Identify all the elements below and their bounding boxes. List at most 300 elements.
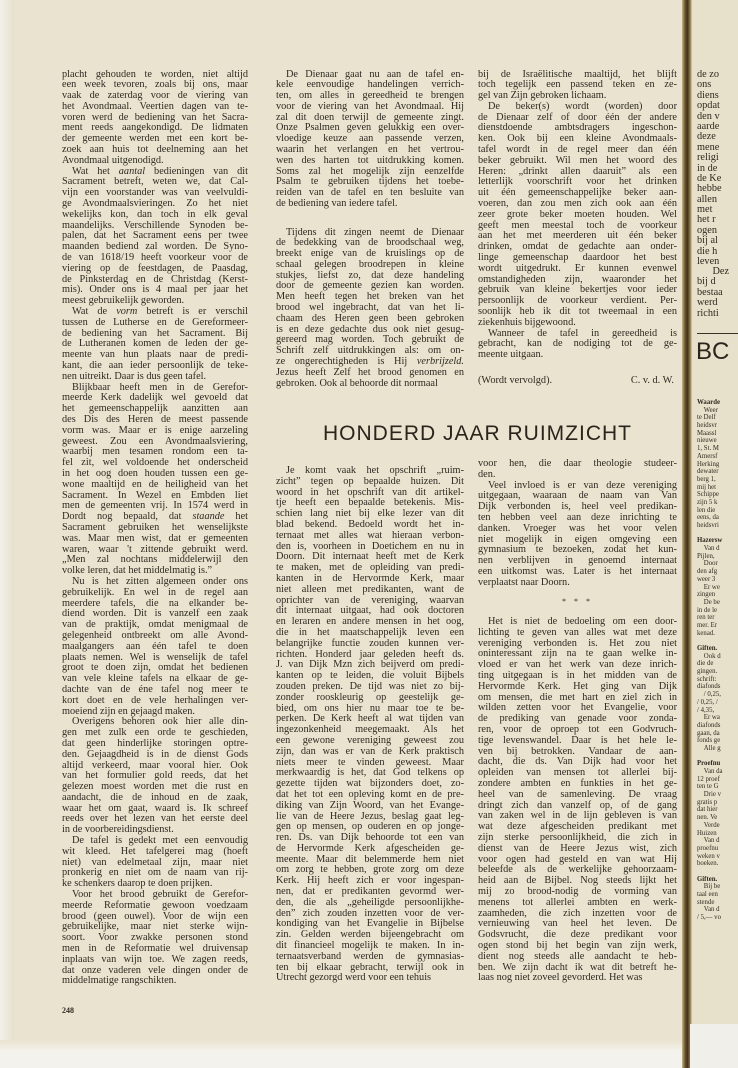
text-line: de Dienaar zelf of door één der andere (478, 111, 677, 123)
text-line: ken. Ook bij een kleine Avondmaals- (478, 133, 677, 145)
text-line: kenad. (697, 629, 715, 637)
text-line: meerde Reformatie gewoon voedzaam (62, 899, 248, 911)
column-2-top-paragraph-1 (276, 70, 464, 210)
article-headline: HONDERD JAAR RUIMZICHT (323, 422, 632, 445)
text-line: mij het (697, 483, 717, 491)
text-line: perken. De Kerk heeft al wat tijden van (276, 713, 464, 725)
text-line: waren, waar 't zittende gebruikt werd. (62, 543, 248, 555)
text-line: tafel wordt in de regel meer dan één (478, 144, 677, 156)
right-page-column-a (697, 70, 722, 267)
text-line: diens (697, 89, 719, 101)
text-line: schien lang niet bij elke lezer van dit (276, 508, 464, 520)
text-line: bied, om ons hier nu maar toe te be- (276, 702, 464, 714)
text-line: geeft men meestal toch de voorkeur (478, 219, 677, 231)
text-line: Sacrament gebruiken het wenselijkste (62, 521, 248, 533)
text-line: dat hier (697, 806, 718, 814)
text-line: beleefde als de werkelijke gehoorzaam- (478, 864, 677, 876)
paragraph (276, 70, 464, 210)
text-line: Wat het aantal bedieningen van dit (72, 165, 248, 177)
text-line: Doorn. Dit internaat heeft met de Kerk (276, 551, 464, 563)
text-line: dit internaat uitgaat, had ook doctoren (276, 605, 464, 617)
text-line: richti (697, 307, 719, 319)
text-line: in de voorbereidingsdienst. (62, 824, 174, 836)
right-page-heading: BC (696, 338, 730, 365)
text-line: Heren: „drinkt allen daaruit” als een (478, 165, 677, 177)
text-line: Nu is het zitten algemeen onder ons (72, 575, 248, 587)
text-line: niets meer te vinden geweest. Maar (276, 756, 464, 768)
text-line: heid aan de Bijbel. Nog steeds lijkt het (478, 875, 677, 887)
right-page-bottom-edge (690, 1024, 738, 1068)
article-column-1 (276, 466, 464, 984)
book-gutter (682, 0, 692, 1068)
text-line: gingen. (697, 668, 718, 676)
text-line: maanden bediend zal worden. De Syno- (62, 241, 248, 253)
text-line: de Ke (697, 172, 722, 184)
text-line: ge Avondmaalsvieringen. Zo het niet (62, 198, 248, 210)
text-line: ren. Ds. van Dijk behoorde tot een van (276, 832, 464, 844)
text-line: den v (697, 110, 720, 122)
text-line: Van d (697, 545, 720, 553)
text-line: ren, voor de oproep tot een Godvruch- (478, 723, 677, 735)
text-line: gebruik van kleine bekertjes voor ieder (478, 284, 677, 296)
text-line: men in de Reformatie wel druivensap (62, 943, 248, 955)
text-line: der gemeente werden met een kort be- (62, 133, 248, 145)
text-line: dient nog steeds alle aandacht te heb- (478, 950, 677, 962)
text-line: Door (697, 560, 718, 568)
section-separator: * * * (562, 597, 593, 606)
text-line: taal een (697, 891, 718, 898)
text-line: aandacht, die de inhoud en de zaak, (62, 791, 248, 803)
text-line: heel van de samenleving. De vraag (478, 788, 677, 800)
text-line: dringt zich dan vanzelf op, of de gang (478, 799, 677, 811)
text-line: meerde Kerk dadelijk wel gevoeld dat (62, 392, 248, 404)
text-line: Er wa (697, 714, 720, 722)
text-line: ingezonkenheid meegemaakt. Als het (276, 724, 464, 736)
text-line: met (697, 204, 713, 216)
text-line: werd (697, 297, 718, 309)
text-line: dacht, die ds. Van Dijk had voor het (478, 756, 677, 768)
text-line: / 0,25, (697, 691, 721, 699)
article-column-2-bottom (478, 617, 677, 984)
text-line: diafonds (697, 683, 721, 691)
text-line: Er we (697, 583, 720, 591)
text-line: voeren, dan zou men zich ook aan één (478, 198, 677, 210)
text-line: den” zich zouden inzetten voor de ver- (276, 907, 464, 919)
text-line: tje heeft een bepaalde betekenis. Mis- (276, 497, 464, 509)
text-line: de Hervormde Kerk afgescheiden ge- (276, 842, 464, 854)
text-line: Soms zal het mogelijk zijn eenzelfde (276, 165, 464, 177)
text-line: persoonlijk de voorkeur verdient. Per- (478, 295, 677, 307)
text-line: plaats nemen. Wel is wenselijk de tafel (62, 651, 248, 663)
page-left-edge (0, 0, 14, 1068)
text-line: Dordt nog bepaald, dat staande het (62, 511, 249, 523)
text-line: moeiend zijn en gejaagd maken. (62, 705, 195, 717)
text-line: Voor het brood gebruikt de Gerefor- (72, 889, 248, 901)
text-line: maalgangers aan één tafel te doen (62, 640, 248, 652)
text-line: diafonds (697, 721, 721, 729)
text-line: Giften. (697, 875, 718, 883)
text-line: den. Gejaagdheid is in de dienst Gods (62, 748, 248, 760)
text-line: altijd verkeerd, maar vooral hier. Ook (62, 759, 248, 771)
text-line: ze ongerechtigheden is Hij verbrijzeld. (276, 356, 464, 368)
text-line: Avondmaal uitgenodigd. (62, 154, 164, 166)
text-line: het gemeenschappelijk aanzitten aan (62, 403, 248, 415)
text-line: nen verblijven in genoemd internaat (478, 555, 677, 567)
text-line: kant, die aan ieder persoonlijk de teke- (62, 360, 248, 372)
text-line: palen, dat het Sacrament eens per twee (62, 230, 248, 242)
paragraph (276, 466, 464, 984)
text-line: Men heeft tegen het breken van het (276, 291, 464, 303)
text-line: woord in het opschrift van dit artikel- (276, 486, 464, 498)
text-line: / 4,35, (697, 706, 715, 714)
text-line: kanten op te leiden, die voluit Bijbels (276, 670, 464, 682)
text-line: schrift: (697, 675, 717, 683)
text-line: ons (697, 79, 712, 91)
text-line: oprichter van de vereniging, waarvan (276, 594, 464, 606)
text-line: de bedekking van de broodschaal weg, (276, 237, 464, 249)
text-line: de prediking van genade voor zonda- (478, 713, 677, 725)
text-line: zijn sterke persoonlijkheid, die zich in (478, 831, 677, 843)
text-line: weer 3 (697, 575, 716, 583)
text-line: de Pinksterdag en de Christdag (Kerst- (62, 273, 248, 285)
text-line: placht gehouden te worden, niet altijd (62, 68, 248, 80)
text-line: ten te G (697, 783, 719, 791)
text-line: bij al (697, 235, 718, 247)
text-line: Van da (697, 768, 723, 775)
text-line: den is, voorheen in Doetichem en nu in (276, 540, 464, 552)
text-line: meente uitgaan. (478, 349, 544, 361)
text-line: mer. Er (697, 621, 718, 629)
text-line: „Men zal nochtans middelerwijl den (62, 554, 248, 566)
text-line: stende (697, 898, 715, 906)
right-page-notices (697, 399, 722, 922)
text-line: voor ogen had gesteld en van wat Hij (478, 853, 677, 865)
text-line: weken v (697, 852, 720, 860)
text-line: de Lutheranen komen de leden der ge- (62, 338, 248, 350)
text-line: belangrijke functie zouden kunnen ver- (276, 637, 464, 649)
text-line: tussen de Lutherse en de Gereformeer- (62, 316, 248, 328)
text-line: gezette tijden wat bijzonders doet, zo- (276, 778, 464, 790)
text-line: dienstdoende ambtsdragers ingeschon- (478, 122, 677, 134)
right-page-clipped (692, 0, 738, 1024)
text-line: volke leren, dat het middelmatig is.” (62, 565, 213, 577)
text-line: Godsvrucht, die deze predikant voor (478, 929, 677, 941)
text-line: van vele kleine tafels na elkaar de ge- (62, 673, 248, 685)
text-line: dat geen hinderlijke storingen optre- (62, 737, 248, 749)
text-line: Drie v (697, 791, 721, 799)
text-line: Utrecht gezorgd werd voor een tehuis (276, 972, 432, 984)
text-line: wen des harten tot uitdrukking komen. (276, 154, 464, 166)
text-line: aan het met meerderen uit één beker (478, 230, 677, 242)
text-line: soonlijk heb ik dit tot tweemaal in een (478, 306, 677, 318)
text-line: allen (697, 193, 718, 205)
text-line: Waarde (697, 399, 721, 406)
text-line: ternaatsverband werden de gymnasias- (276, 950, 464, 962)
divider-rule (697, 333, 738, 334)
text-line (697, 637, 722, 645)
text-line: voren werd de bediening van het Sacra- (62, 111, 248, 123)
text-line: groot te doen zijn, omdat het bedienen (62, 662, 248, 674)
text-line: geweest. Zou een Avondmaalsviering, (62, 435, 248, 447)
text-line: brood wel ingebracht, dat van het li- (276, 302, 464, 314)
text-line: heidsvr (697, 422, 718, 430)
text-line: voor hen, die daar theologie studeer- (478, 458, 677, 469)
text-line: bij de Israëlitische maaltijd, het blijft (478, 68, 677, 80)
text-line: / 5,— vo (697, 914, 721, 922)
text-line: / 0,25, / (697, 698, 718, 706)
text-line: eens, da (697, 514, 719, 522)
text-line: opdat (697, 100, 720, 112)
text-line: De Dienaar gaat nu aan de tafel en- (286, 68, 464, 80)
text-line: mij zo brood-nodig de vorming van (478, 885, 677, 897)
text-line: in de le (697, 606, 718, 614)
text-line: lichting te geven van alles wat met deze (478, 626, 677, 638)
text-line: Bij be (697, 883, 721, 891)
text-line: om mensen, die met hart en ziel zich in (478, 691, 677, 703)
paragraph (62, 836, 248, 890)
text-line: nen uitreikt. Daar is dus geen tafel. (62, 370, 207, 382)
text-line: Je komt vaak het opschrift „ruim- (286, 465, 464, 476)
text-line: zijn, dan was er van de Kerk praktisch (276, 745, 464, 757)
column-2-top-paragraph-2 (276, 228, 464, 390)
text-line: is en deze gedachte dus ook niet gesug- (276, 323, 464, 335)
text-line: van zaken wel in de lijn gebleven is van (478, 810, 677, 822)
text-line: Blijkbaar heeft men in de Gerefor- (72, 381, 248, 393)
text-line: voor de viering van het Avondmaal. Hij (276, 100, 464, 112)
text-line: kele eenvoudige handelingen verrich- (276, 79, 464, 91)
text-line: Van d (697, 837, 720, 845)
text-line: beker gebruikt. Wil men het woord des (478, 154, 677, 166)
text-line: verplaatst naar Doorn. (478, 576, 570, 588)
text-line: Schrift zelf uitdrukkingen als: om on- (276, 345, 464, 357)
text-line: Dez (697, 266, 730, 277)
text-line: dachte van de éne tafel nog meer te (62, 683, 248, 695)
text-line: opleiden van mensen tot allerlei bij- (478, 767, 677, 779)
text-line: ogen (697, 224, 718, 236)
paragraph (478, 102, 677, 329)
text-line: Overigens behoren ook hier alle din- (72, 716, 248, 728)
text-line: 12 proef (697, 775, 720, 783)
text-line: meest gebruikelijk geworden. (62, 295, 185, 307)
paragraph (62, 383, 248, 577)
paragraph (62, 890, 248, 987)
text-line: meente van hun plaats naar de predi- (62, 349, 248, 361)
text-line: Wanneer de tafel in gereedheid is (488, 327, 677, 339)
text-line: fel zit, wel voldoende het onderscheid (62, 457, 248, 469)
text-line: een gewone vereniging geweest zou (276, 734, 464, 746)
text-line: des Dis des Heren de meest passende (62, 414, 248, 425)
text-line: ment reeds aangekondigd. De lidmaten (62, 122, 248, 134)
text-line: stukjes, liefst zo, dat deze handeling (276, 269, 464, 281)
text-line: ren ter (697, 614, 715, 622)
text-line: niet) van edelmetaal zijn, maar niet (62, 856, 248, 868)
text-line: letterlijk voorschrift voor het drinken (478, 176, 677, 188)
text-line: maandelijks. Verschillende Synoden be- (62, 219, 248, 231)
text-line: het Avondmaal. Veertien dagen van te- (62, 100, 248, 112)
text-line: de bediening van iedere tafel. (276, 198, 398, 210)
text-line: danken. Vroeger was het voor velen (478, 522, 677, 534)
text-line: gebruikelijke, maar niet sterke wijn- (62, 921, 248, 933)
text-line: zaamheden, die zich inzetten voor de (478, 907, 677, 919)
text-line: Hervormde Kerk. Het ging van Dijk (478, 680, 677, 692)
text-line: zijn 5 k (697, 498, 718, 506)
text-line: waarbij men tesamen rondom een ta- (62, 446, 248, 458)
continued-note: (Wordt vervolgd). (478, 375, 553, 386)
text-line: Ook d (697, 652, 721, 660)
text-line: J. van Dijk Mzn zich beijverd om predi- (276, 659, 464, 671)
paragraph (62, 70, 248, 167)
text-line: hebbe (697, 183, 722, 195)
paragraph (276, 228, 464, 390)
text-line: uitgegaan, waaraan de naam van Van (478, 490, 677, 502)
text-line: zingen (697, 591, 716, 599)
text-line: die de (697, 660, 714, 668)
text-line: meerdere tafels, die na elkander be- (62, 597, 248, 609)
text-line: kanten in de Hervormde Kerk, maar (276, 572, 464, 584)
text-line: zin. Gelden werden bijeengebracht om (276, 929, 464, 941)
text-line: diking van Zijn Woord, van het Evange- (276, 799, 464, 811)
text-line: Het is niet de bedoeling om een door- (488, 616, 677, 627)
text-line: Giften. (697, 645, 718, 652)
column-3-top-text (478, 70, 677, 362)
text-line: de bediening van het Sacrament. Bij (62, 327, 248, 339)
text-line: middelmatige rangschikten. (62, 975, 177, 987)
text-line: zouden preken. De tijd was niet zo bij- (276, 680, 464, 692)
text-line: zoek aan huis tot deelneming aan het (62, 144, 248, 156)
text-line: ben. We zijn dacht ik wat dit betreft he- (478, 961, 677, 973)
text-line: nieuwe (697, 437, 717, 445)
text-line: menens tot allerlei ambten en werk- (478, 896, 677, 908)
text-line: 1, St. M (697, 445, 719, 453)
text-line: len die (697, 506, 716, 514)
text-line: van de praktijk, omdat menigmaal de (62, 619, 248, 631)
text-line: Jezus heeft Zelf het brood genomen en (276, 366, 464, 378)
text-line: laas nog niet zoveel gevorderd. Het was (478, 972, 643, 984)
column-1-text (62, 70, 248, 988)
text-line: vijn een voorstander was van veelvuldi- (62, 187, 248, 199)
text-line: nen, dat er predikanten gevormd wer- (276, 886, 464, 898)
text-line: oninteressant zijn na te gaan welke in- (478, 648, 677, 660)
text-line: gebroken. Ook al behoorde dit normaal (276, 377, 438, 389)
text-line: Hazersw (697, 537, 723, 545)
text-line: wat deze afgescheiden predikant met (478, 821, 677, 833)
text-line (697, 753, 722, 761)
text-line: religi (697, 152, 719, 164)
text-line: Psalm te gebruiken tijdens het toebe- (276, 176, 464, 188)
text-line: schaal gelegen broodrepen in kleine (276, 258, 464, 270)
text-line: het r (697, 214, 716, 226)
text-line: gelegenheid ontbreekt om alle Avond- (62, 629, 248, 641)
text-line: ven bij betrokken. Vandaar de aan- (478, 745, 677, 757)
text-line: merkwaardig is het, dat God telkens op (276, 767, 464, 779)
text-line: boeken. (697, 860, 719, 868)
text-line: bestaa (697, 286, 723, 298)
text-line: Proefnu (697, 760, 721, 768)
paragraph (62, 167, 248, 307)
text-line: Van d (697, 906, 720, 914)
text-line: Tijdens dit zingen neemt de Dienaar (286, 226, 464, 238)
text-line: zondere ambten en funkties in het ge- (478, 777, 677, 789)
text-line: zicht” tegen op bepaalde huizen. Dit (276, 475, 464, 487)
text-line: van het formulier gold reeds, dat het (62, 770, 248, 782)
text-line: ting uitgegaan is in het midden van de (478, 669, 677, 681)
text-line: was. Maar men wist, dat er gemeenten (62, 532, 248, 544)
text-line: Kerk. Hij heeft zich er voor ingespan- (276, 875, 464, 887)
text-line: te maken, met de opleiding van predi- (276, 562, 464, 574)
text-line: en leraren en andere mensen in het oog, (276, 616, 464, 628)
text-line: soort. Voor zwakke personen stond (62, 932, 248, 944)
text-line: zonder rooskleurig op geestelijk ge- (276, 691, 464, 703)
text-line: bij d (697, 276, 716, 288)
text-line: zal dit doen terwijl de gemeente zingt. (276, 111, 464, 123)
text-line: om zorg te hebben, grote zorg om deze (276, 864, 464, 876)
text-line: Pijlen, (697, 552, 715, 560)
text-line: inplaats van wijn toe. We zagen reeds, (62, 953, 248, 965)
text-line: omstandigheden zijn, waaronder het (478, 273, 677, 285)
text-line: waarin het verlangen en het vertrou- (276, 144, 464, 156)
text-line: die in het maatschappelijk leven een (276, 626, 464, 638)
text-line: proefnu (697, 844, 719, 852)
text-line: gebruikelijk. En wel in de regel aan (62, 586, 248, 598)
page-bottom-edge (0, 1040, 684, 1068)
text-line: wone maaltijd en de heiligheid van het (62, 478, 248, 490)
text-line: een uitkomst was. Later is het internaat (478, 565, 677, 577)
text-line: den afg (697, 568, 718, 576)
text-line: Verde (697, 821, 720, 829)
text-line: dewater (697, 468, 719, 476)
text-line: mis). Onder ons is 4 maal per jaar het (62, 284, 248, 296)
text-line: heidsvri (697, 522, 719, 529)
text-line: de zo (697, 69, 720, 80)
paragraph (62, 307, 248, 383)
text-line: uit één gemeenschappelijke beker aan- (478, 187, 677, 199)
text-line: deze (697, 131, 716, 143)
paragraph (478, 329, 677, 361)
text-line: kort doet en de vele herhalingen ver- (62, 694, 248, 706)
text-line: vaak de zaterdag voor de viering van (62, 90, 248, 102)
paragraph (62, 577, 248, 717)
text-line (697, 530, 722, 538)
text-line: diend worden. Dit is vanzelf een zaak (62, 608, 248, 620)
text-line: wekelijks kon, dan toch in elk geval (62, 208, 248, 220)
text-line: blad bekend. Bedoeld wordt het in- (276, 518, 464, 530)
text-line: ten bij elkaar gebracht, terwijl ook in (276, 961, 464, 973)
text-line: den. (478, 468, 496, 480)
text-line: breekt enige van de kruislings op de (276, 248, 464, 260)
text-line: Maassl (697, 429, 717, 437)
text-line: nen. Ve (697, 814, 718, 822)
text-line: dat het tot een opleving komt en de pre- (276, 788, 464, 800)
text-line: drinken, omdat de gedachte aan onder- (478, 241, 677, 253)
text-line: men de gemeenten vrij. In 1574 werd in (62, 500, 248, 512)
text-line: Amersf (697, 452, 718, 460)
text-line: tige levenswandel. Daar is het hele le- (478, 734, 677, 746)
text-line: leven (697, 256, 720, 268)
text-line: pronkerig en niet om de naam van rij- (62, 867, 248, 879)
right-page-column-b (697, 267, 729, 319)
text-line: vloedige keuze aan passende verzen, (276, 133, 464, 145)
text-line: gereerd mag worden. Toch gebruikt de (276, 334, 464, 346)
text-line: een week tevoren, zoals bij ons, maar (62, 79, 248, 91)
author-initials: C. v. d. W. (630, 375, 674, 386)
text-line: niet mogelijk in eigen omgeving een (478, 533, 677, 545)
text-line: richten. Honderd jaar geleden heeft ds. (276, 648, 464, 660)
text-line: Sacrament betreft, weten we, dat Cal- (62, 176, 248, 188)
text-line: Dijk verbonden is, heel veel predikan- (478, 501, 677, 513)
text-line: gebracht, kan de nodiging tot de ge- (478, 338, 677, 350)
text-line: ten hebben veel aan deze inrichting te (478, 511, 677, 523)
text-line: gratis p (697, 798, 718, 806)
